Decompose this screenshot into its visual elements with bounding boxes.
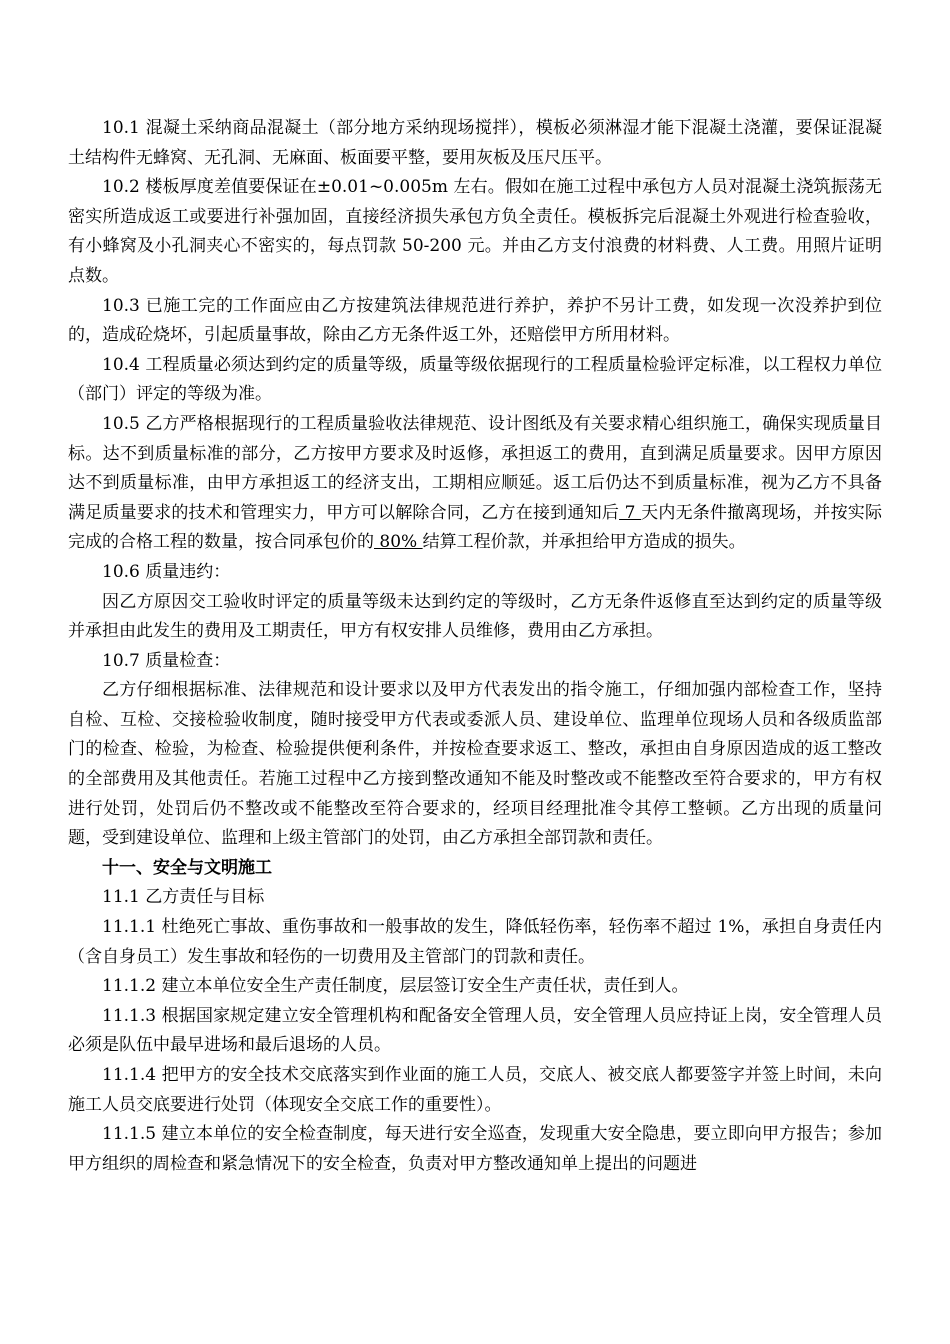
- paragraph-10-2: 10.2 楼板厚度差值要保证在±0.01~0.005m 左右。假如在施工过程中承包方人员对混凝土浇筑振荡无密实所造成返工或要进行补强加固，直接经济损失承包方负全责任。模板拆完后混凝土外观进行检查验收，有小蜂窝及小孔洞夹心不密实的，每点罚款 50-200 元。并由乙方支付浪费的材料费、人工费。用照片证明点数。: [68, 177, 882, 286]
- paragraph-11-1-3: 11.1.3 根据国家规定建立安全管理机构和配备安全管理人员，安全管理人员应持证上岗，安全管理人员必须是队伍中最早进场和最后退场的人员。: [68, 1005, 882, 1056]
- underlined-days-blank: 7: [619, 502, 642, 523]
- paragraph-10-7-title: 10.7 质量检查：: [102, 650, 231, 671]
- paragraph-10-5-part1: 10.5 乙方严格根据现行的工程质量验收法律规范、设计图纸及有关要求精心组织施工，确保实现质量目标。达不到质量标准的部分，乙方按甲方要求及时返修，承担返工的费用，直到满足质量要求。因甲方原因达不到质量标准，由甲方承担返工的经济支出，工期相应顺延。返工后仍达不到质量标准，视为乙方不具备满足质量要求的技术和管理实力，甲方可以解除合同，乙方在接到通知后: [68, 413, 882, 523]
- paragraph-11-1-1: 11.1.1 杜绝死亡事故、重伤事故和一般事故的发生，降低轻伤率，轻伤率不超过 1%，承担自身责任内（含自身员工）发生事故和轻伤的一切费用及主管部门的罚款和责任。: [68, 917, 882, 967]
- paragraph-10-5-part2: 天内无条件撤离现场，并按实际完成的合格工程的数量，按合同承包价的: [68, 502, 883, 553]
- paragraph-10-6-body: 因乙方原因交工验收时评定的质量等级未达到约定的等级时，乙方无条件返修直至达到约定的质量等级并承担由此发生的费用及工期责任，甲方有权安排人员维修，费用由乙方承担。: [68, 591, 882, 642]
- underlined-percent-blank: 80%: [374, 532, 423, 553]
- paragraph-10-4: 10.4 工程质量必须达到约定的质量等级，质量等级依据现行的工程质量检验评定标准，以工程权力单位（部门）评定的等级为准。: [68, 354, 882, 405]
- paragraph-10-6-title: 10.6 质量违约：: [102, 561, 231, 582]
- paragraph-10-5-part3: 结算工程价款，并承担给甲方造成的损失。: [422, 532, 746, 553]
- paragraph-11-1-2: 11.1.2 建立本单位安全生产责任制度，层层签订安全生产责任状，责任到人。: [102, 976, 689, 997]
- section-heading-11: 十一、安全与文明施工: [102, 857, 272, 878]
- paragraph-10-3: 10.3 已施工完的工作面应由乙方按建筑法律规范进行养护，养护不另计工费，如发现一次没养护到位的，造成砼烧坏，引起质量事故，除由乙方无条件返工外，还赔偿甲方所用材料。: [68, 295, 882, 346]
- paragraph-11-1-4: 11.1.4 把甲方的安全技术交底落实到作业面的施工人员，交底人、被交底人都要签字并签上时间，未向施工人员交底要进行处罚（体现安全交底工作的重要性）。: [68, 1065, 882, 1115]
- paragraph-11-1-5: 11.1.5 建立本单位的安全检查制度，每天进行安全巡查，发现重大安全隐患，要立即向甲方报告；参加甲方组织的周检查和紧急情况下的安全检查，负责对甲方整改通知单上提出的问题进: [68, 1124, 882, 1174]
- paragraph-10-7-body: 乙方仔细根据标准、法律规范和设计要求以及甲方代表发出的指令施工，仔细加强内部检查工作，坚持自检、互检、交接检验收制度，随时接受甲方代表或委派人员、建设单位、监理单位现场人员和各级质监部门的检查、检验，为检查、检验提供便利条件，并按检查要求返工、整改，承担由自身原因造成的返工整改的全部费用及其他责任。若施工过程中乙方接到整改通知不能及时整改或不能整改至符合要求的，甲方有权进行处罚，处罚后仍不整改或不能整改至符合要求的，经项目经理批准令其停工整顿。乙方出现的质量问题，受到建设单位、监理和上级主管部门的处罚，由乙方承担全部罚款和责任。: [68, 680, 882, 849]
- paragraph-10-1: 10.1 混凝土采纳商品混凝土（部分地方采纳现场搅拌），模板必须淋湿才能下混凝土浇灌，要保证混凝土结构件无蜂窝、无孔洞、无麻面、板面要平整，要用灰板及压尺压平。: [68, 118, 882, 168]
- paragraph-11-1: 11.1 乙方责任与目标: [102, 887, 265, 908]
- document-page: [68, 114, 882, 1179]
- paragraph-10-5: [68, 410, 882, 558]
